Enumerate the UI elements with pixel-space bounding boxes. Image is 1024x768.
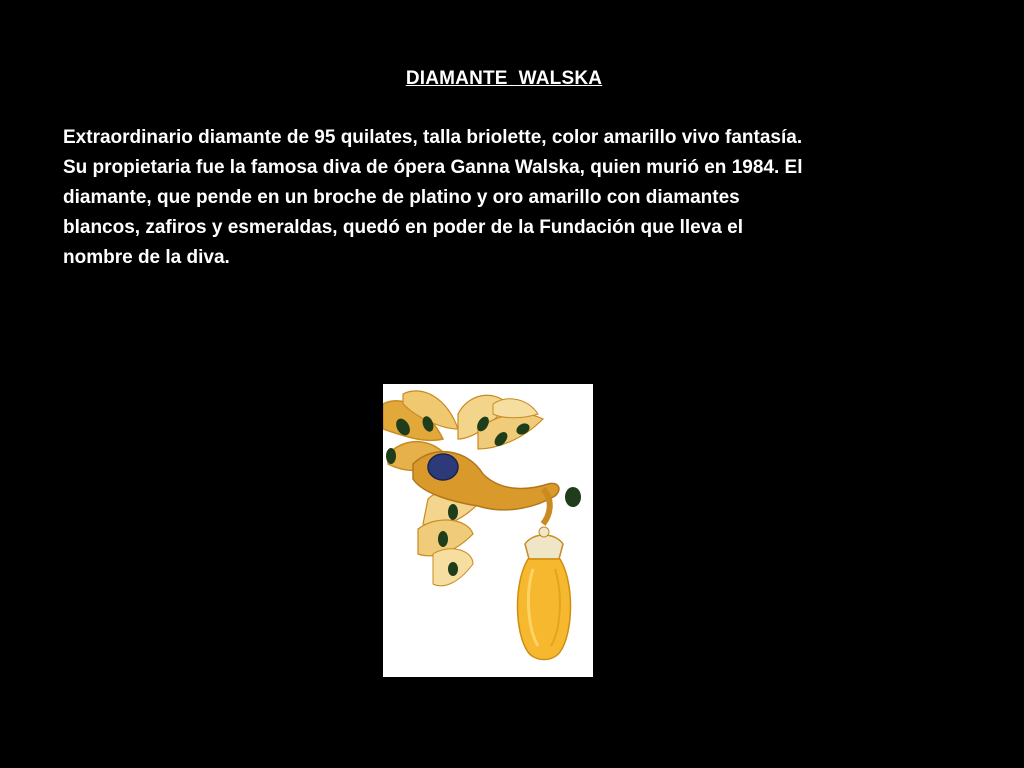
bird-neck (543, 489, 550, 524)
diamond-cap (525, 535, 563, 559)
sapphire-stone (428, 454, 458, 480)
slide-title: DIAMANTE WALSKA (405, 68, 603, 89)
paragraph-line: diamante, que pende en un broche de platino y oro amarillo con diamantes (63, 187, 740, 208)
paragraph-line: nombre de la diva. (63, 247, 230, 268)
paragraph-line: blancos, zafiros y esmeraldas, quedó en poder de la Fundación que lleva el (63, 217, 743, 238)
description-paragraph (63, 123, 963, 273)
brooch-photo (383, 384, 593, 677)
paragraph-line: Extraordinario diamante de 95 quilates, talla briolette, color amarillo vivo fantasía. (63, 127, 803, 148)
brooch-illustration (383, 384, 593, 677)
paragraph-line: Su propietaria fue la famosa diva de ópera Ganna Walska, quien murió en 1984. El (63, 157, 803, 178)
yellow-diamond (517, 559, 570, 660)
